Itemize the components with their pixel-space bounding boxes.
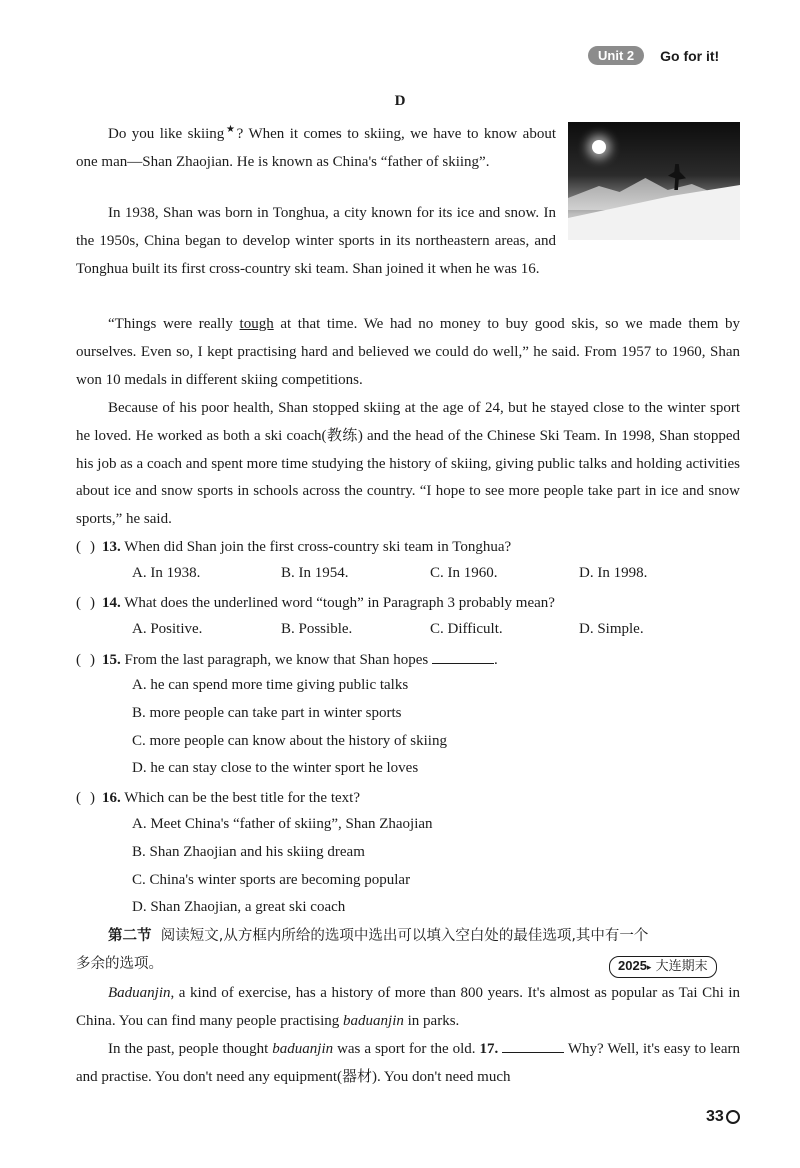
option[interactable]: B. Possible.	[281, 621, 353, 637]
passage-paragraph-4: Because of his poor health, Shan stopped skiing at the age of 24, but he stayed close to the winter sport he loved. He worked as both a ski coach(教练) and the head of the Chinese Ski Team. In 1998, Shan stopped his job as a coach and spent more time studying the history of skiing, giving public talks and holding activities about ice and snow sports in schools across the country. “I hope to see more people take part in ice and snow sports,” he said.	[76, 400, 740, 528]
option[interactable]: D. Simple.	[579, 621, 644, 637]
sun-shape	[592, 140, 606, 154]
option[interactable]: B. more people can take part in winter sports	[132, 705, 402, 721]
option[interactable]: B. Shan Zhaojian and his skiing dream	[132, 844, 365, 860]
unit-title: Go for it!	[660, 47, 720, 64]
option[interactable]: C. more people can know about the history of skiing	[132, 733, 447, 749]
answer-blank[interactable]	[432, 649, 494, 664]
page-number: 33	[706, 1108, 740, 1126]
exam-source-tag: 2025▸ 大连期末	[609, 956, 717, 978]
option[interactable]: C. In 1960.	[430, 565, 498, 581]
passage-paragraph-3: “Things were really tough at that time. We had no money to buy good skis, so we made them by ourselves. Even so, I kept practising hard and believed we could do well,” he said. From 1957 to 1960, Shan won 10 medals in different skiing competitions.	[76, 316, 740, 388]
option[interactable]: D. he can stay close to the winter sport he loves	[132, 760, 419, 776]
unit-badge: Unit 2	[588, 46, 644, 65]
option[interactable]: D. Shan Zhaojian, a great ski coach	[132, 899, 346, 915]
section-2-instruction: 第二节 阅读短文,从方框内所给的选项中选出可以填入空白处的最佳选项,其中有一个 多余的选项。	[76, 928, 649, 972]
underlined-word-tough: tough	[239, 316, 274, 332]
skier-shape	[668, 164, 686, 190]
question-13: ( ) 13. When did Shan join the first cross-country ski team in Tonghua?	[76, 539, 512, 555]
passage-paragraph-1: Do you like skiing★? When it comes to skiing, we have to know about one man—Shan Zhaojian. He is known as China's “father of skiing”.	[76, 124, 557, 170]
unit-header	[588, 46, 719, 65]
question-14-options	[132, 621, 728, 638]
option[interactable]: C. Difficult.	[430, 621, 503, 637]
option[interactable]: C. China's winter sports are becoming popular	[132, 872, 411, 888]
question-15: ( ) 15. From the last paragraph, we know that Shan hopes .	[76, 649, 498, 670]
question-13-options	[132, 565, 728, 582]
section-letter: D	[394, 93, 406, 109]
passage-paragraph-2: In 1938, Shan was born in Tonghua, a city known for its ice and snow. In the 1950s, China began to develop winter sports in its northeastern areas, and Tonghua built its first cross-country ski team. Shan joined it when he was 16.	[76, 205, 556, 277]
gear-icon	[726, 1110, 740, 1124]
option[interactable]: A. Positive.	[132, 621, 203, 637]
option[interactable]: A. he can spend more time giving public talks	[132, 677, 409, 693]
answer-blank-17[interactable]	[502, 1038, 564, 1053]
option[interactable]: A. In 1938.	[132, 565, 201, 581]
question-16: ( ) 16. Which can be the best title for the text?	[76, 790, 360, 806]
option[interactable]: D. In 1998.	[579, 565, 648, 581]
option[interactable]: A. Meet China's “father of skiing”, Shan Zhaojian	[132, 816, 433, 832]
question-14: ( ) 14. What does the underlined word “tough” in Paragraph 3 probably mean?	[76, 595, 555, 611]
option[interactable]: B. In 1954.	[281, 565, 349, 581]
passage2-paragraph-2: In the past, people thought baduanjin was a sport for the old. 17. Why? Well, it's easy to learn and practise. You don't need any equipment(器材). You don't need much	[76, 1036, 740, 1092]
passage2-paragraph-1: Baduanjin, a kind of exercise, has a history of more than 800 years. It's almost as popular as Tai Chi in China. You can find many people practising baduanjin in parks.	[76, 985, 740, 1029]
